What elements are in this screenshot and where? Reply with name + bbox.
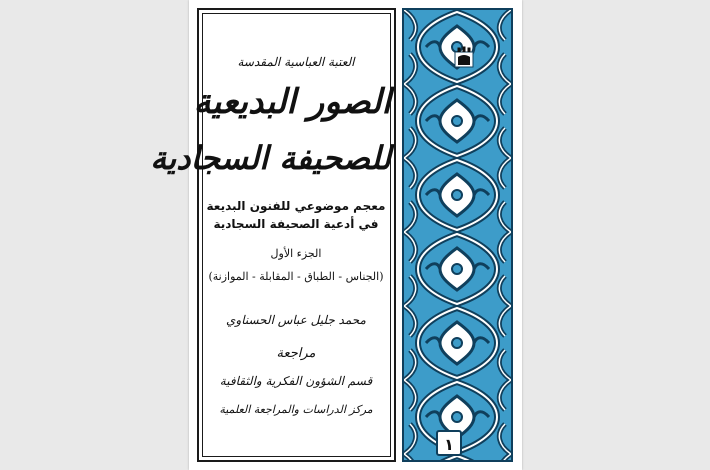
shrine-logo-icon (454, 46, 474, 68)
subtitle-line-1: معجم موضوعي للفنون البديعة (206, 199, 386, 213)
topics-label: (الجناس - الطباق - المقابلة - الموازنة) (208, 270, 384, 283)
title-line-1: الصور البديعية (193, 82, 391, 122)
text-frame (150, 8, 396, 462)
subtitle-line-2: في أدعية الصحيفة السجادية (213, 217, 379, 231)
author-name: محمد جليل عباس الحسناوي (226, 313, 366, 327)
text-frame-inner (150, 13, 391, 457)
volume-number-badge: ١ (436, 430, 462, 456)
institution-name: العتبة العباسية المقدسة (237, 55, 355, 69)
ornamental-strip (402, 8, 513, 462)
review-heading: مراجعة (276, 346, 316, 361)
title-line-2: للصحيفة السجادية (150, 139, 391, 177)
part-label: الجزء الأول (270, 247, 322, 260)
reviewer-line-1: قسم الشؤون الفكرية والثقافية (219, 374, 373, 388)
arabesque-pattern (404, 10, 511, 460)
book-cover (150, 0, 522, 470)
reviewer-line-2: مركز الدراسات والمراجعة العلمية (219, 403, 373, 416)
